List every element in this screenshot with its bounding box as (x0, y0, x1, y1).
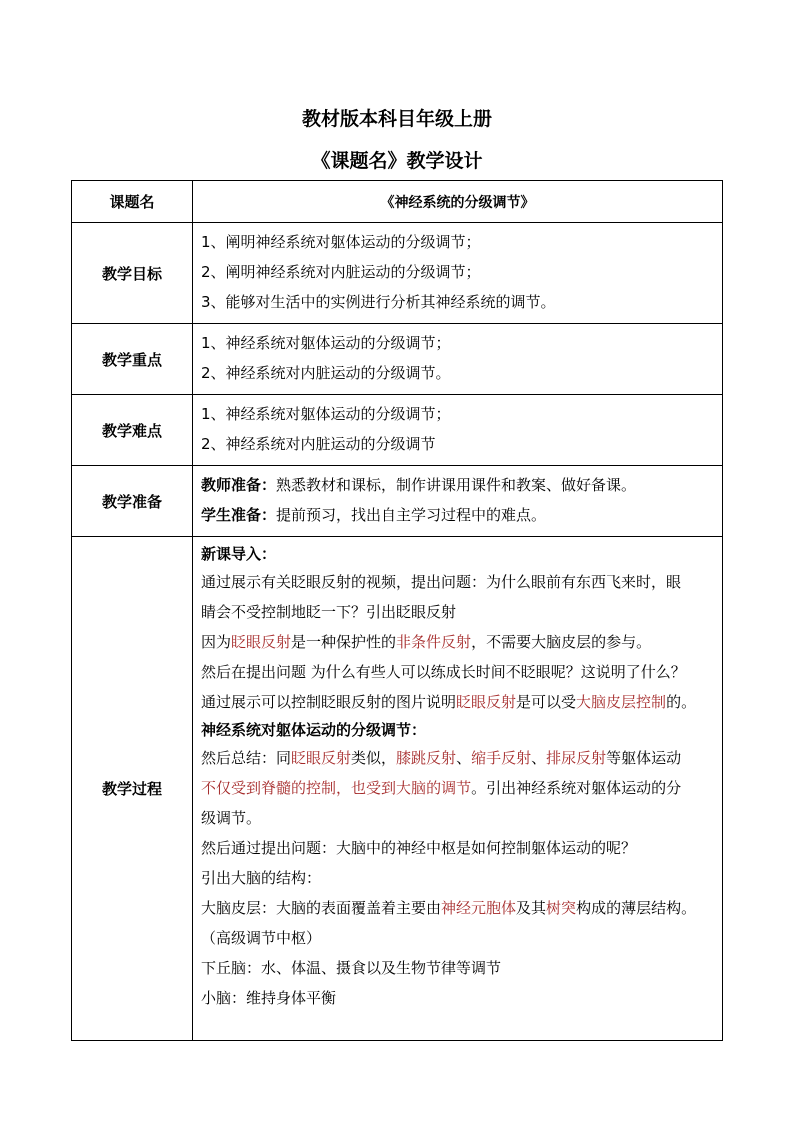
text-span: 等躯体运动 (606, 749, 682, 767)
document-subtitle: 《课题名》教学设计 (311, 150, 483, 172)
table-row-preparation (72, 466, 723, 537)
highlight-term: 膝跳反射 (396, 749, 457, 767)
student-prep-label: 学生准备： (201, 506, 277, 524)
section-heading: 神经系统对躯体运动的分级调节： (201, 721, 427, 739)
process-line (201, 893, 722, 923)
text-span: 类似， (351, 749, 397, 767)
process-line: 睛会不受控制地眨一下？引出眨眼反射 (201, 603, 457, 621)
highlight-term: 眨眼反射 (456, 693, 517, 711)
goal-line: 2、阐明神经系统对内脏运动的分级调节； (201, 263, 481, 281)
difficulty-line: 2、神经系统对内脏运动的分级调节 (201, 435, 436, 453)
process-line: （高级调节中枢） (201, 929, 322, 947)
text-span: 因为 (201, 633, 232, 651)
highlight-term: 排尿反射 (546, 749, 607, 767)
highlight-term: 眨眼反射 (291, 749, 352, 767)
goals-content (193, 223, 723, 324)
key-point-line: 2、神经系统对内脏运动的分级调节。 (201, 364, 451, 382)
topic-value: 《神经系统的分级调节》 (193, 181, 723, 223)
student-prep-text: 提前预习，找出自主学习过程中的难点。 (276, 506, 547, 524)
process-line (201, 743, 722, 773)
process-line: 然后在提出问题 为什么有些人可以练成长时间不眨眼呢？这说明了什么？ (201, 663, 686, 681)
lesson-plan-table (71, 180, 723, 1041)
goal-line: 3、能够对生活中的实例进行分析其神经系统的调节。 (201, 293, 556, 311)
process-line: 通过展示有关眨眼反射的视频，提出问题：为什么眼前有东西飞来时，眼 (201, 573, 682, 591)
text-span: 是可以受 (516, 693, 577, 711)
process-content (193, 537, 723, 1041)
key-point-line: 1、神经系统对躯体运动的分级调节； (201, 334, 451, 352)
text-span: 大脑皮层：大脑的表面覆盖着主要由 (201, 899, 442, 917)
goal-line: 1、阐明神经系统对躯体运动的分级调节； (201, 233, 481, 251)
process-line: 级调节。 (201, 809, 262, 827)
teacher-prep-label: 教师准备： (201, 476, 277, 494)
text-span: 。引出神经系统对躯体运动的分 (471, 779, 682, 797)
highlight-term: 不仅受到 (201, 779, 262, 797)
row-label-goals: 教学目标 (72, 223, 193, 324)
process-line (201, 627, 722, 657)
highlight-term: 非条件反射 (396, 633, 472, 651)
highlight-term: 的控制，也受到 (291, 779, 397, 797)
text-span: 然后总结：同 (201, 749, 292, 767)
difficulties-content (193, 395, 723, 466)
highlight-term: 的调节 (426, 779, 472, 797)
text-span: 构成的薄层结构。 (576, 899, 697, 917)
teacher-prep-text: 熟悉教材和课标，制作讲课用课件和教案、做好备课。 (276, 476, 637, 494)
process-line: 下丘脑：水、体温、摄食以及生物节律等调节 (201, 959, 502, 977)
intro-heading: 新课导入： (201, 545, 277, 563)
text-span: ，不需要大脑皮层的参与。 (471, 633, 652, 651)
key-points-content (193, 324, 723, 395)
text-span: 、 (531, 749, 547, 767)
table-row-topic (72, 181, 723, 223)
table-row-key-points (72, 324, 723, 395)
table-row-process (72, 537, 723, 1041)
highlight-term: 神经元胞体 (441, 899, 517, 917)
preparation-content (193, 466, 723, 537)
student-prep-line (201, 500, 722, 530)
highlight-term: 大脑 (396, 779, 427, 797)
process-line: 小脑：维持身体平衡 (201, 989, 337, 1007)
text-span: 的。 (666, 693, 697, 711)
highlight-term: 树突 (546, 899, 577, 917)
process-line: 然后通过提出问题：大脑中的神经中枢是如何控制躯体运动的呢？ (201, 839, 637, 857)
highlight-term: 大脑皮层控制 (576, 693, 667, 711)
row-label-key-points: 教学重点 (72, 324, 193, 395)
highlight-term: 脊髓 (261, 779, 292, 797)
difficulty-line: 1、神经系统对躯体运动的分级调节； (201, 405, 451, 423)
process-line: 引出大脑的结构： (201, 869, 322, 887)
table-row-difficulties (72, 395, 723, 466)
text-span: 及其 (516, 899, 547, 917)
teacher-prep-line (201, 470, 722, 500)
process-line (201, 687, 722, 717)
row-label-topic: 课题名 (72, 181, 193, 223)
row-label-preparation: 教学准备 (72, 466, 193, 537)
process-line (201, 773, 722, 803)
row-label-process: 教学过程 (72, 537, 193, 1041)
highlight-term: 缩手反射 (471, 749, 532, 767)
row-label-difficulties: 教学难点 (72, 395, 193, 466)
document-title: 教材版本科目年级上册 (301, 108, 492, 130)
text-span: 通过展示可以控制眨眼反射的图片说明 (201, 693, 457, 711)
text-span: 是一种保护性的 (291, 633, 397, 651)
highlight-term: 眨眼反射 (231, 633, 292, 651)
text-span: 、 (456, 749, 472, 767)
table-row-goals (72, 223, 723, 324)
